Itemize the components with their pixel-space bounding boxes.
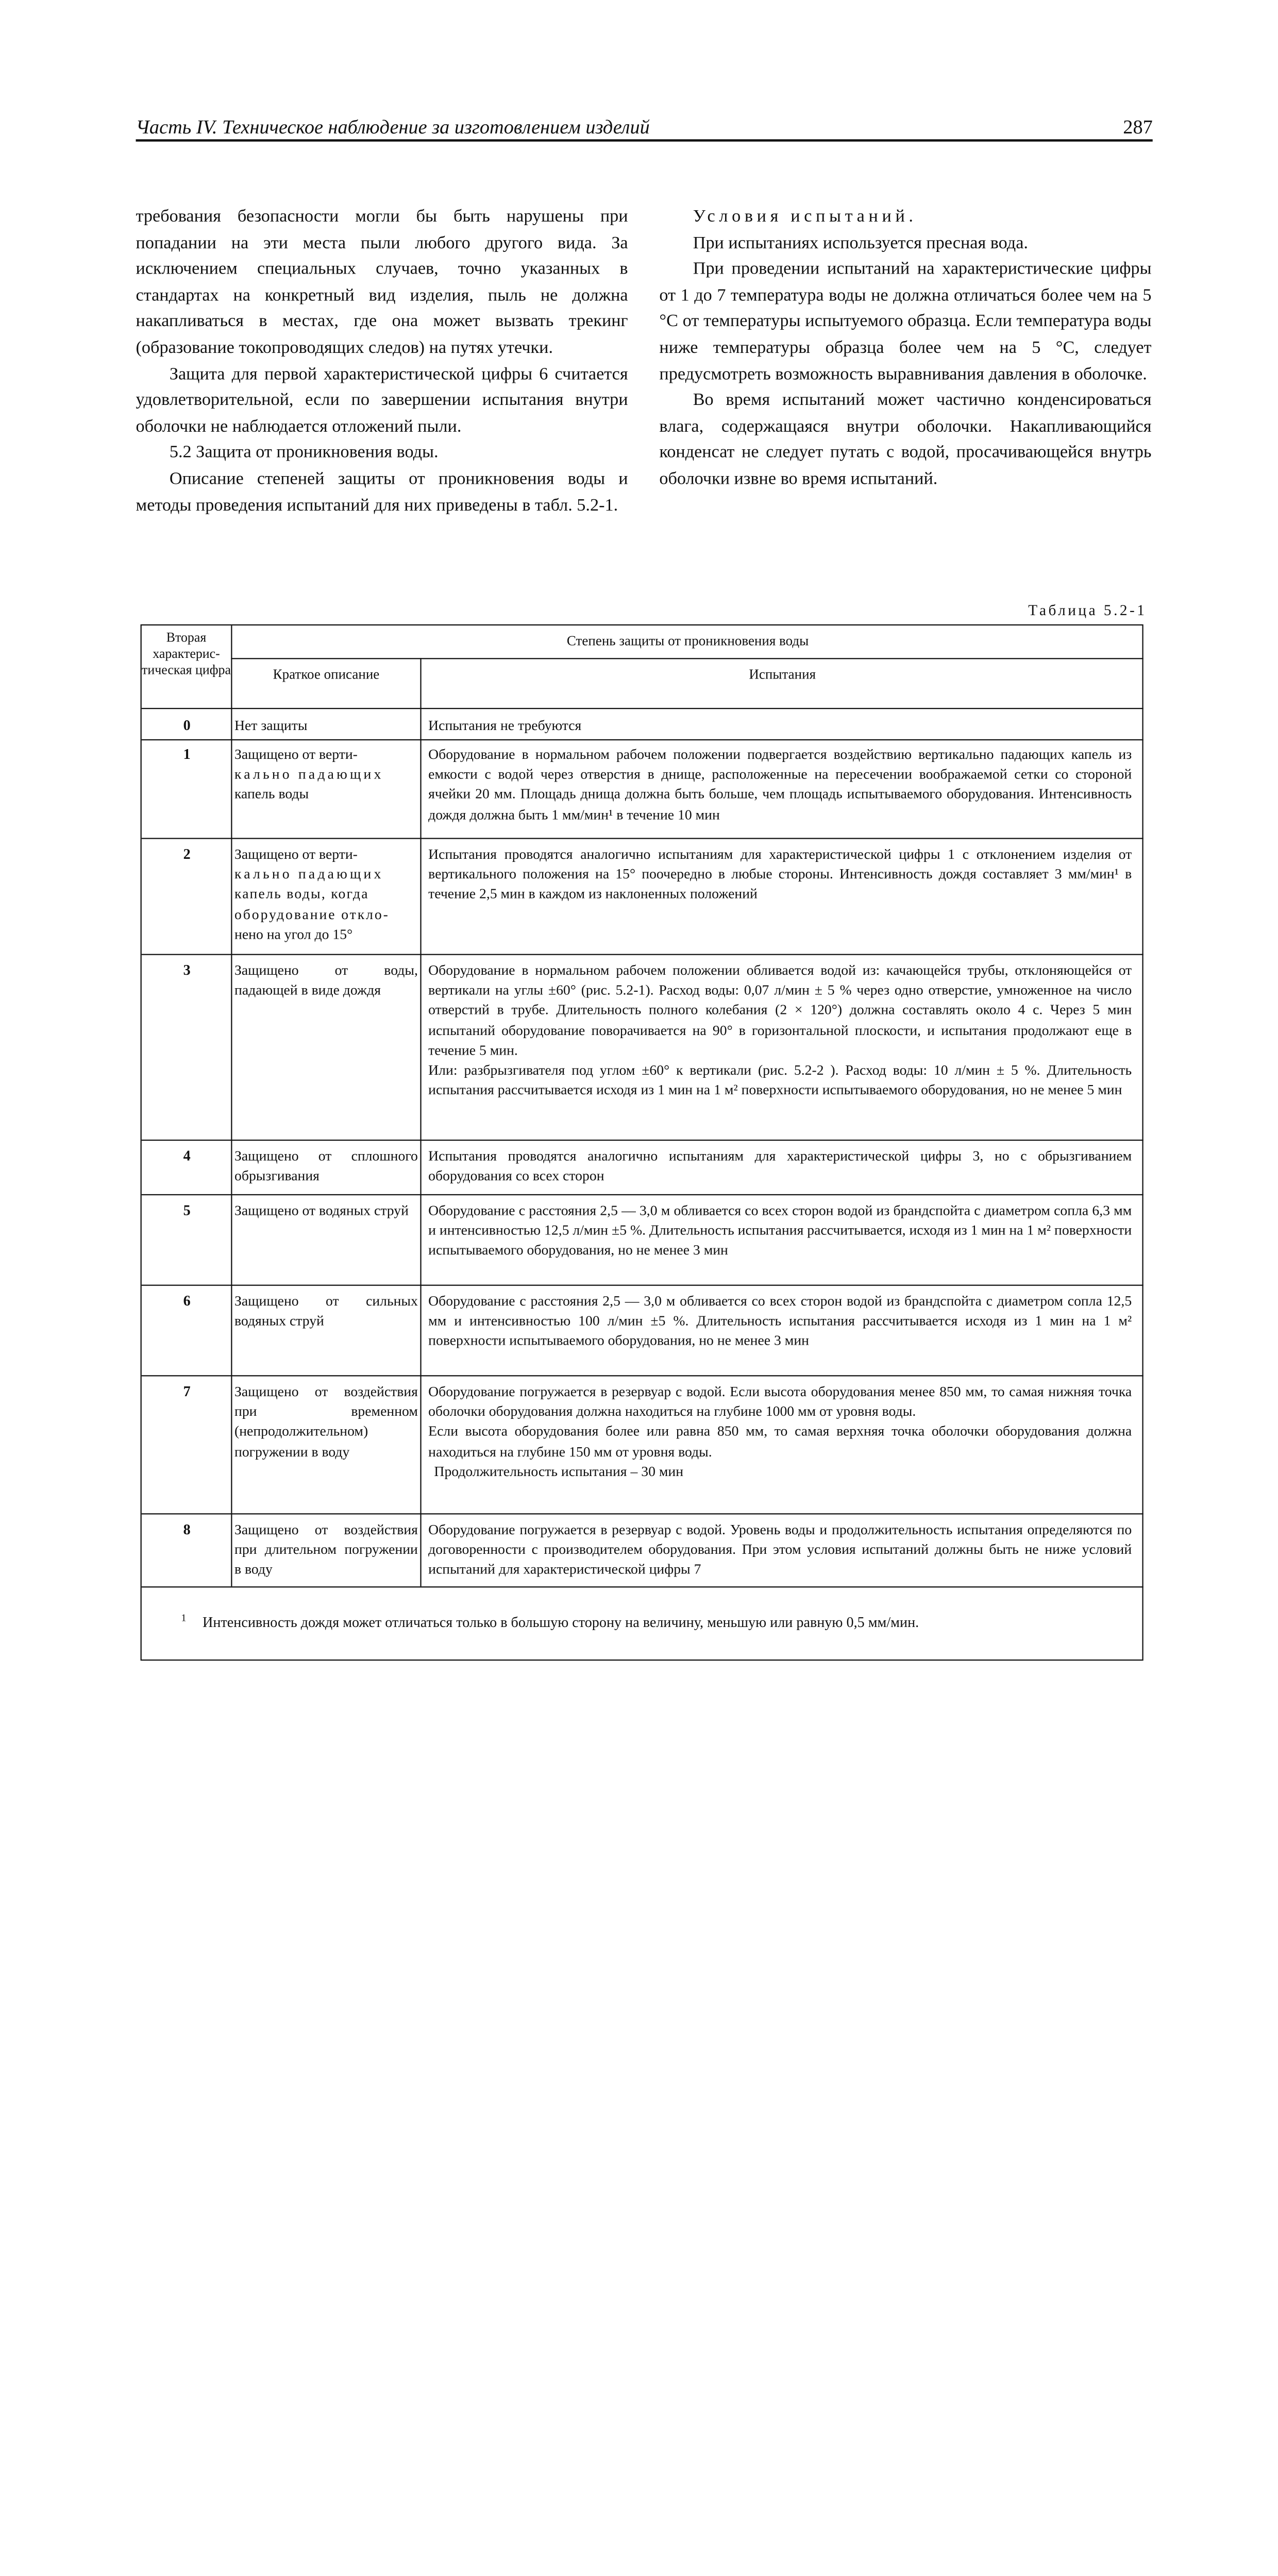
digit-7: 7 [183,1383,191,1400]
header-rule [136,139,1153,142]
digit-4: 4 [183,1147,191,1164]
tests-7 [428,1382,1132,1482]
table-hline [231,658,1143,659]
paragraph: Защита для первой характеристической цифры 6 считается удовлетворительной, если по завершении испытания внутри оболочки не наблюдается отложений пыли. [136,364,628,436]
header-group: Степень защиты от проникновения воды [566,632,809,649]
tests-2: Испытания проводятся аналогично испытаниям для характеристической цифры 1 с отклонением изделия от вертикального положения на 15° поочередно в любые стороны. Интенсивность дождя составляет 3 мм/мин¹ в течение 2,5 мин в каждом из наклоненных положений [428,846,1132,903]
header-short: Краткое описание [273,666,380,683]
table-hline [142,1140,1144,1141]
short-5: Защищено от водяных струй [234,1202,409,1219]
tests-3-part2: Или: разбрызгивателя под углом ±60° к вертикали (рис. 5.2-2 ). Расход воды: 10 л/мин ± 5 %. Длительность испытания рассчитывается исходя из 1 мин на 1 м² поверхности испытываемого оборудования, но не менее 5 мин [428,1062,1132,1098]
short-3: Защищено от воды, падающей в виде дождя [234,962,418,998]
paragraph: требования безопасности могли бы быть нарушены при попадании на эти места пыли любого другого вида. За исключением специальных случаев, точно указанных в стандартах на конкретный вид изделия, пыль не должна накапливаться в местах, где она может вызвать трекинг (образование токопроводящих следов) на путях утечки. [136,206,628,358]
table-vline [231,625,232,1586]
digit-1: 1 [183,746,191,762]
footnote-mark: 1 [181,1612,187,1623]
table-hline [142,1513,1144,1514]
short-0: Нет защиты [234,717,308,734]
table-hline [142,708,1144,709]
short-7: Защищено от воздействия при временном (непродолжительном) погружении в воду [234,1383,418,1460]
table-vline [420,658,421,1586]
header-digit: Вторая характерис-тическая цифра [142,631,231,678]
table-hline [142,1586,1144,1587]
table-hline [142,838,1144,839]
table-caption: Таблица 5.2-1 [1028,601,1147,619]
paragraph: При проведении испытаний на характеристические цифры от 1 до 7 температура воды не должна отличаться более чем на 5 °С от температуры испытуемого образца. Если температура воды ниже температуры образца более чем на 5 °С, следует предусмотреть возможность выравнивания давления в оболочке. [659,259,1152,384]
table-hline [142,739,1144,740]
short-2: Защищено от верти- кально падающих капель воды, когда оборудование откло- нено на угол до 15° [234,846,390,942]
table-hline [142,954,1144,955]
digit-8: 8 [183,1521,191,1538]
paragraph: Во время испытаний может частично конденсироваться влага, содержащаяся внутри оболочки. Накапливающийся конденсат не следует путать с водой, просачивающейся внутрь оболочки извне во время испытаний. [659,390,1152,489]
digit-0: 0 [183,717,191,734]
right-text-column [659,204,1151,493]
tests-4: Испытания проводятся аналогично испытаниям для характеристической цифры 3, но с обрызгиванием оборудования со всех сторон [428,1147,1132,1184]
tests-6: Оборудование с расстояния 2,5 — 3,0 м обливается со всех сторон водой из брандспойта с диаметром сопла 12,5 мм и интенсивностью 100 л/мин ±5 %. Длительность испытания рассчитывается исходя из 1 мин на 1 м² поверхности испытываемого оборудования, но не менее 3 мин [428,1293,1132,1349]
section-heading: 5.2 Защита от проникновения воды. [169,442,439,463]
short-1: Защищено от верти- кально падающих капель воды [234,746,384,803]
short-6: Защищено от сильных водяных струй [234,1293,418,1329]
tests-7-part2: Если высота оборудования более или равна 850 мм, то самая верхняя точка оболочки оборудования должна находиться на глубине 150 мм от уровня воды. [428,1423,1132,1460]
short-4: Защищено от сплошного обрызгивания [234,1147,418,1184]
table-footnote [181,1614,919,1632]
water-protection-table [141,624,1144,1660]
running-header-title: Часть IV. Техническое наблюдение за изготовлением изделий [136,116,650,139]
tests-3 [428,961,1132,1100]
table-hline [142,1285,1144,1286]
table-hline [142,1194,1144,1195]
short-8: Защищено от воздействия при длительном погружении в воду [234,1521,418,1578]
page-number: 287 [1123,116,1153,139]
header-tests: Испытания [749,666,816,683]
table-hline [142,1375,1144,1376]
tests-8: Оборудование погружается в резервуар с водой. Уровень воды и продолжительность испытания определяются по договоренности с производителем оборудования. При этом условия испытаний должны быть не ниже условий испытаний для характеристической цифры 7 [428,1521,1132,1578]
tests-5: Оборудование с расстояния 2,5 — 3,0 м обливается со всех сторон водой из брандспойта с диаметром сопла 6,3 мм и интенсивностью 12,5 л/мин ±5 %. Длительность испытания рассчитывается, исходя из 1 мин на 1 м² поверхности испытываемого оборудования, но не менее 3 мин [428,1202,1132,1259]
digit-2: 2 [183,846,191,862]
footnote-text: Интенсивность дождя может отличаться только в большую сторону на величину, меньшую или равную 0,5 мм/мин. [203,1614,919,1631]
digit-3: 3 [183,962,191,978]
tests-1: Оборудование в нормальном рабочем положении подвергается воздействию вертикально падающих капель из емкости с водой через отверстия в днище, расположенные на пересечении воображаемой сетки со стороной ячейки 20 мм. Площадь днища должна быть больше, чем площадь испытываемого оборудования. Интенсивность дождя должна быть 1 мм/мин¹ в течение 10 мин [428,746,1132,823]
tests-3-part1: Оборудование в нормальном рабочем положении обливается водой из: качающейся трубы, отклоняющейся от вертикали на углы ±60° (рис. 5.2-1). Расход воды: 0,07 л/мин ± 5 % через одно отверстие, умноженное на число отверстий в трубе. Длительность полного колебания (2 × 120°) должна составлять около 4 с. Через 5 мин испытаний оборудование поворачивается на 90° в горизонтальной плоскости, и испытания продолжают еще в течение 5 мин. [428,962,1132,1058]
paragraph: Описание степеней защиты от проникновения воды и методы проведения испытаний для них приведены в табл. 5.2-1. [136,468,628,515]
subsection-heading: Условия испытаний. [693,206,917,227]
digit-6: 6 [183,1293,191,1309]
paragraph: При испытаниях используется пресная вода. [693,232,1028,253]
digit-5: 5 [183,1202,191,1219]
tests-0: Испытания не требуются [428,717,582,734]
left-text-column [136,204,628,519]
tests-7-part1: Оборудование погружается в резервуар с водой. Если высота оборудования менее 850 мм, то самая нижняя точка оболочки оборудования должна находиться на глубине 1000 мм от уровня воды. [428,1383,1132,1420]
tests-7-part3: Продолжительность испытания – 30 мин [434,1463,684,1480]
